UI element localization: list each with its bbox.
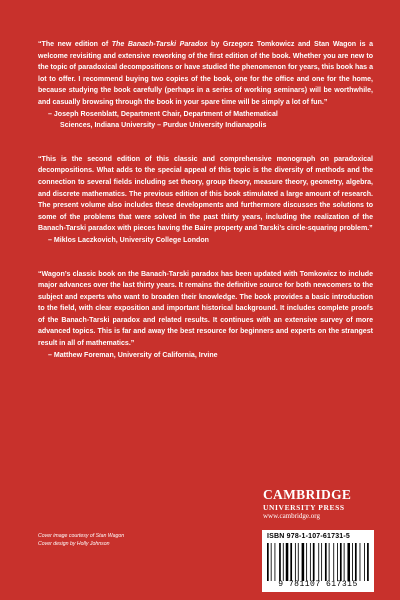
quote-text: by Grzegorz Tomkowicz and Stan Wagon is a welcome revisiting and extensive reworking of the first edition of the book. Whether you are new to the topic of paradoxical decompositions or have studied the phenomenon for years, this book has a lot to offer. I recommend buying two copies of the book, one for the office and one for the home, because studying the book carefully (perhaps in a series of working seminars) will be worthwhile, and casually browsing through the book in your spare time will be simply a lot of fun.”	[38, 41, 373, 106]
endorsement-attribution-cont: Sciences, Indiana University – Purdue University Indianapolis	[60, 122, 267, 130]
quote-text: “The new edition of	[38, 41, 112, 48]
publisher-url: www.cambridge.org	[263, 512, 320, 520]
book-title: The Banach-Tarski Paradox	[111, 41, 208, 48]
publisher-subtitle: UNIVERSITY PRESS	[263, 503, 345, 512]
publisher-logo	[263, 488, 378, 521]
endorsement-attribution: – Miklos Laczkovich, University College London	[48, 236, 209, 244]
publisher-name: CAMBRIDGE	[263, 487, 352, 502]
cover-design-credit: Cover design by Holly Johnson	[38, 540, 110, 547]
endorsement-quote: “Wagon’s classic book on the Banach-Tarski paradox has been updated with Tomkowicz to include major advances over the last thirty years. It remains the definitive source for both newcomers to the subject and experts who want to broaden their knowledge. The book provides a basic introduction to the field, with clear exposition and important historical background. It includes complete proofs of the Banach-Tarski paradox and related results. It continues with an extensive survey of more advanced topics. This is far and away the best resource for beginners and experts on the strangest result in all of mathematics.”	[38, 270, 373, 348]
cover-image-credit: Cover image courtesy of Stan Wagon	[38, 533, 125, 539]
isbn-barcode	[262, 530, 374, 592]
barcode-bars	[267, 543, 369, 581]
endorsement-attribution: – Matthew Foreman, University of California, Irvine	[48, 351, 218, 359]
endorsement-quote	[38, 39, 373, 109]
barcode-digits: 9 781107 617315	[278, 580, 358, 589]
cover-credits	[38, 533, 188, 548]
endorsement-attribution: – Joseph Rosenblatt, Department Chair, Department of Mathematical	[48, 110, 278, 118]
isbn-number: ISBN 978-1-107-61731-5	[267, 533, 351, 540]
endorsement-quote: “This is the second edition of this classic and comprehensive monograph on paradoxical decompositions. What adds to the special appeal of this topic is the diversity of methods and the connection to several fields including set theory, group theory, measure theory, geometry, algebra, and discrete mathematics. The previous edition of this book stimulated a large amount of research. The present volume also includes these developments and furthermore discusses the solutions to some of the problems that were solved in the past thirty years, including the realization of the Banach-Tarski paradox with pieces having the Baire property and Tarski’s circle-squaring problem.”	[38, 155, 373, 233]
endorsements	[38, 39, 373, 361]
